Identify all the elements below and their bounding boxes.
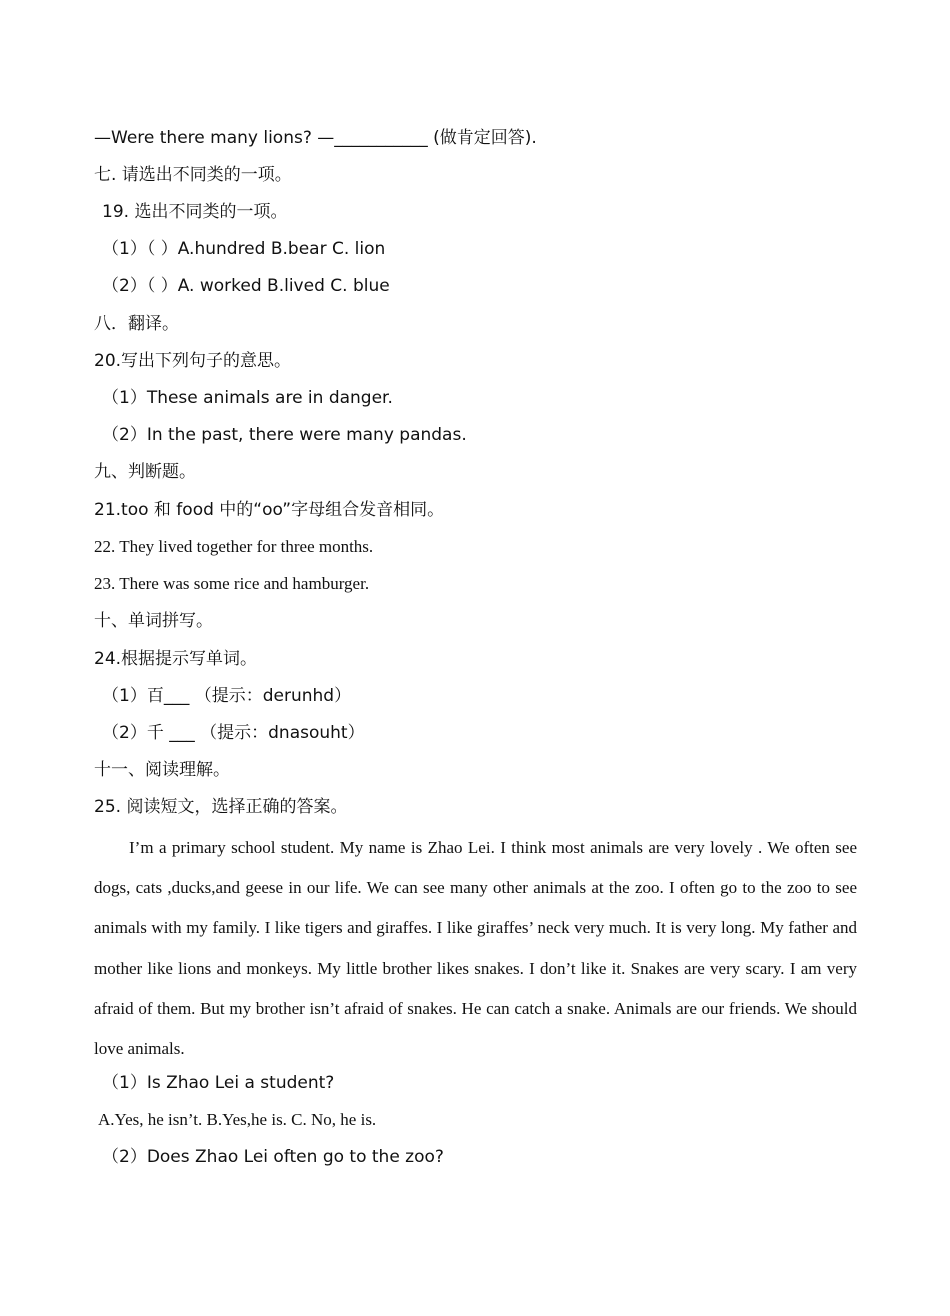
question-19-item-1: （1）（ ）A.hundred B.bear C. lion: [102, 239, 386, 259]
question-24: 24.根据提示写单词。: [94, 649, 258, 669]
question-24-item-2: （2）千 ___ （提示：dnasouht）: [102, 723, 365, 743]
section-10-heading: 十、单词拼写。: [94, 611, 213, 631]
section-7-heading: 七. 请选出不同类的一项。: [94, 165, 292, 185]
question-25-item-1-options: A.Yes, he isn’t. B.Yes,he is. C. No, he is.: [98, 1110, 377, 1129]
section-8-heading: 八．翻译。: [94, 314, 179, 334]
question-19: 19. 选出不同类的一项。: [102, 202, 288, 222]
q18-answer-line: —Were there many lions? —___________ (做肯定回答).: [94, 128, 537, 148]
question-25-item-1: （1）Is Zhao Lei a student?: [102, 1073, 335, 1093]
section-11-heading: 十一、阅读理解。: [94, 760, 230, 780]
question-21: 21.too 和 food 中的“oo”字母组合发音相同。: [94, 500, 445, 520]
question-25-item-2: （2）Does Zhao Lei often go to the zoo?: [102, 1147, 444, 1167]
question-23: 23. There was some rice and hamburger.: [94, 574, 370, 593]
question-19-item-2: （2）（ ）A. worked B.lived C. blue: [102, 276, 390, 296]
question-20-item-2: （2）In the past, there were many pandas.: [102, 425, 467, 445]
question-24-item-1: （1）百___ （提示：derunhd）: [102, 686, 352, 706]
question-20-item-1: （1）These animals are in danger.: [102, 388, 393, 408]
section-9-heading: 九、判断题。: [94, 462, 196, 482]
question-22: 22. They lived together for three months.: [94, 537, 374, 556]
question-25: 25. 阅读短文，选择正确的答案。: [94, 797, 348, 817]
reading-passage: I’m a primary school student. My name is Zhao Lei. I think most animals are very lovely . We often see dogs, cats ,ducks,and geese in our life. We can see many other animals at the zoo. I often go to the zoo to see animals with my family. I like tigers and giraffes. I like giraffes’ neck very much. It is very long. My father and mother like lions and monkeys. My little brother likes snakes. I don’t like it. Snakes are very scary. I am very afraid of them. But my brother isn’t afraid of snakes. He can catch a snake. Animals are our friends. We should love animals.: [94, 838, 857, 1059]
question-20: 20.写出下列句子的意思。: [94, 351, 292, 371]
